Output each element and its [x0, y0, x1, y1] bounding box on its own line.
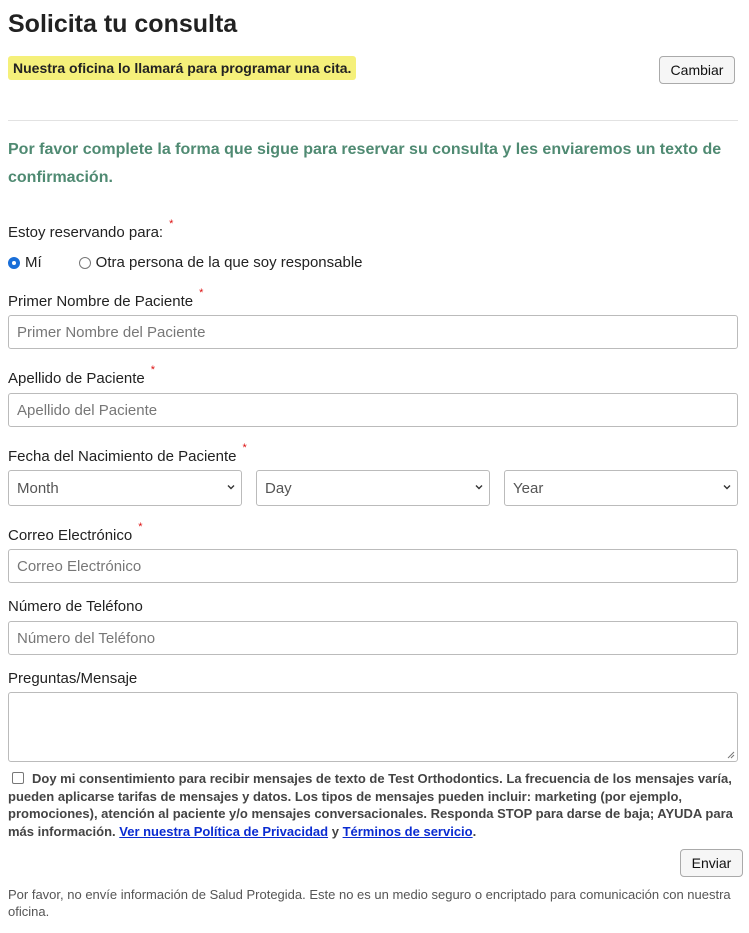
phone-label: Número de Teléfono — [8, 598, 143, 615]
booking-for-options — [8, 254, 363, 271]
submit-button[interactable]: Enviar — [680, 849, 743, 877]
required-mark: * — [138, 521, 143, 533]
dob-day-value: Day — [265, 480, 292, 497]
radio-self[interactable] — [8, 257, 20, 269]
chevron-down-icon — [227, 483, 235, 491]
page-title: Solicita tu consulta — [8, 10, 238, 38]
resize-grip-icon[interactable] — [726, 750, 735, 759]
sms-consent — [8, 770, 738, 840]
message-textarea[interactable] — [8, 692, 738, 762]
first-name-label — [8, 287, 204, 310]
radio-other-person[interactable] — [79, 257, 91, 269]
first-name-input[interactable]: Primer Nombre del Paciente — [8, 315, 738, 349]
chevron-down-icon — [475, 483, 483, 491]
radio-self-label[interactable]: Mí — [25, 254, 42, 271]
phi-warning: Por favor, no envíe información de Salud Protegida. Este no es un medio seguro o encriptado para comunicación con nuestra oficina. — [8, 887, 731, 919]
last-name-label — [8, 364, 156, 387]
booking-for-label — [8, 218, 174, 241]
dob-year-value: Year — [513, 480, 544, 497]
chevron-down-icon — [723, 483, 731, 491]
phone-input[interactable]: Número del Teléfono — [8, 621, 738, 655]
first-name-label-text: Primer Nombre de Paciente — [8, 293, 194, 310]
email-input[interactable]: Correo Electrónico — [8, 549, 738, 583]
required-mark: * — [199, 287, 204, 299]
required-mark: * — [242, 442, 247, 454]
required-mark: * — [150, 364, 156, 376]
privacy-policy-link[interactable]: Ver nuestra Política de Privacidad — [119, 823, 329, 839]
last-name-label-text: Apellido de Paciente — [8, 370, 145, 387]
divider — [8, 120, 738, 121]
booking-for-label-text: Estoy reservando para: — [8, 224, 164, 241]
intro-text: Por favor complete la forma que sigue para reservar su consulta y les enviaremos un texto de confirmación. — [8, 141, 722, 186]
dob-label — [8, 442, 247, 465]
dob-label-text: Fecha del Nacimiento de Paciente — [8, 448, 237, 465]
consent-conjunction: y — [331, 823, 339, 839]
office-call-notice: Nuestra oficina lo llamará para programar una cita. — [8, 56, 356, 80]
email-label — [8, 521, 143, 544]
last-name-input[interactable]: Apellido del Paciente — [8, 393, 738, 427]
required-mark: * — [169, 218, 174, 230]
email-label-text: Correo Electrónico — [8, 527, 133, 544]
dob-month-select[interactable] — [8, 470, 242, 506]
message-label: Preguntas/Mensaje — [8, 670, 138, 687]
dob-month-value: Month — [17, 480, 59, 497]
consent-text: Doy mi consentimiento para recibir mensajes de texto de Test Orthodontics. La frecuencia de los mensajes varía, pueden aplicarse tarifas de mensajes y datos. Los tipos de mensajes pueden incluir: marketing (por ejemplo, promociones), atención al paciente y/o mensajes conversacionales. Responda STOP para darse de baja; AYUDA para más información. — [8, 771, 733, 839]
dob-day-select[interactable] — [256, 470, 490, 506]
consent-period: . — [472, 823, 477, 839]
terms-of-service-link[interactable]: Términos de servicio — [342, 823, 473, 839]
dob-year-select[interactable] — [504, 470, 738, 506]
consent-checkbox[interactable] — [12, 772, 24, 784]
radio-other-person-label[interactable]: Otra persona de la que soy responsable — [95, 254, 363, 271]
change-button[interactable]: Cambiar — [659, 56, 735, 84]
